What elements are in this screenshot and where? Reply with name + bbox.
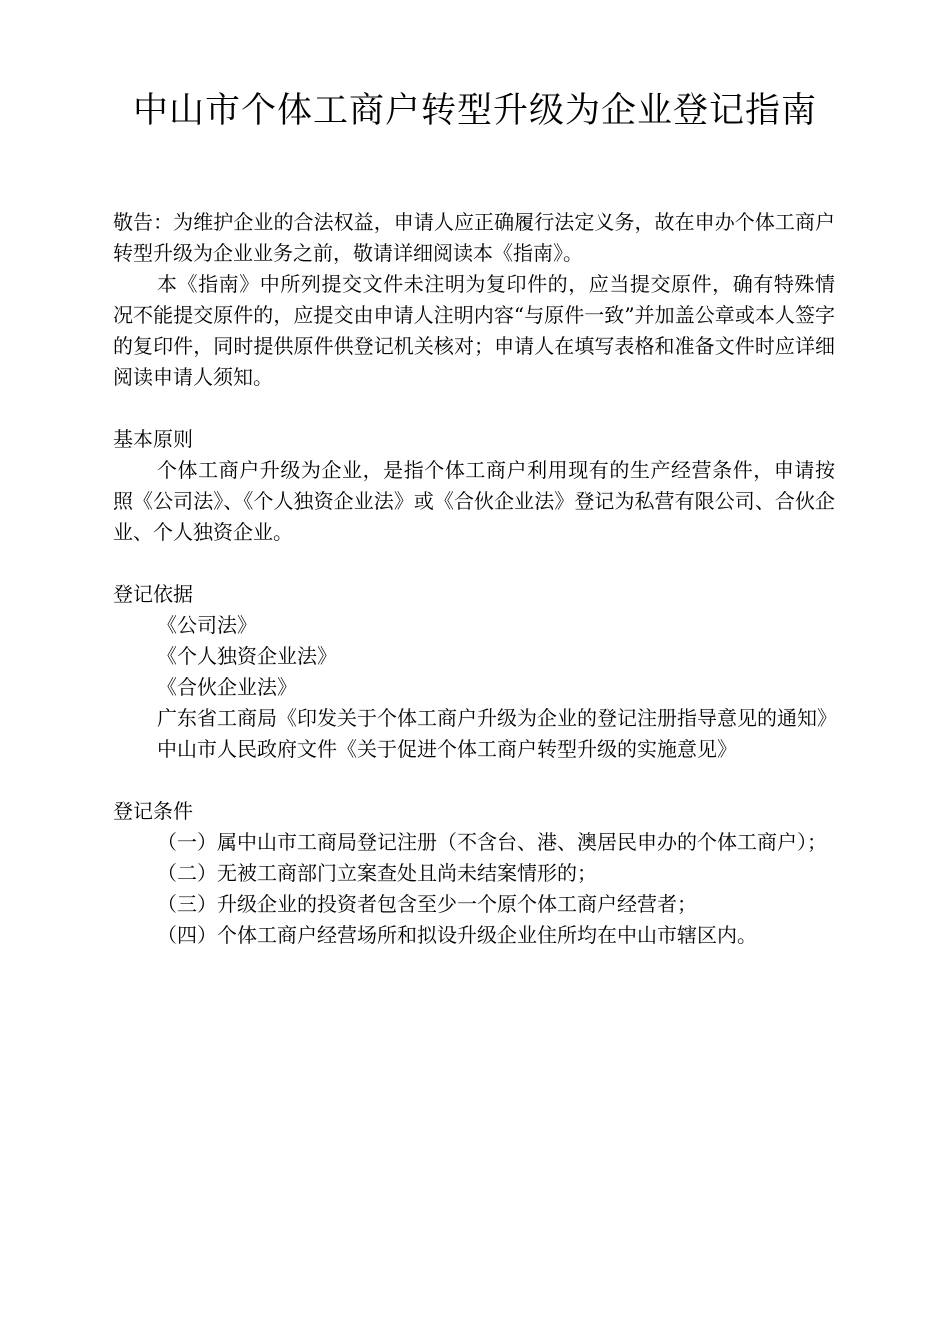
notice-paragraph: 敬告：为维护企业的合法权益，申请人应正确履行法定义务，故在申办个体工商户转型升级为企业业务之前，敬请详细阅读本《指南》。 (113, 210, 835, 265)
document-body (113, 207, 835, 951)
condition-item: （三）升级企业的投资者包含至少一个原个体工商户经营者； (157, 892, 697, 916)
section-heading-basis: 登记依据 (113, 582, 193, 606)
section-heading-principles: 基本原则 (113, 427, 193, 451)
notice-paragraph-2: 本《指南》中所列提交文件未注明为复印件的，应当提交原件，确有特殊情况不能提交原件的，应提交由申请人注明内容“与原件一致”并加盖公章或本人签字的复印件，同时提供原件供登记机关核对；申请人在填写表格和准备文件时应详细阅读申请人须知。 (113, 272, 835, 389)
basis-item: 《公司法》 (157, 613, 257, 637)
condition-item: （一）属中山市工商局登记注册（不含台、港、澳居民申办的个体工商户）； (157, 830, 827, 854)
condition-item: （四）个体工商户经营场所和拟设升级企业住所均在中山市辖区内。 (157, 923, 757, 947)
basis-item: 中山市人民政府文件《关于促进个体工商户转型升级的实施意见》 (157, 737, 737, 761)
basis-item: 广东省工商局《印发关于个体工商户升级为企业的登记注册指导意见的通知》 (157, 706, 837, 730)
principles-text: 个体工商户升级为企业，是指个体工商户利用现有的生产经营条件，申请按照《公司法》、《个人独资企业法》或《合伙企业法》登记为私营有限公司、合伙企业、个人独资企业。 (113, 458, 835, 544)
basis-item: 《合伙企业法》 (157, 675, 297, 699)
section-heading-conditions: 登记条件 (113, 799, 193, 823)
page-title: 中山市个体工商户转型升级为企业登记指南 (132, 91, 817, 131)
basis-item: 《个人独资企业法》 (157, 644, 337, 668)
condition-item: （二）无被工商部门立案查处且尚未结案情形的； (157, 861, 597, 885)
